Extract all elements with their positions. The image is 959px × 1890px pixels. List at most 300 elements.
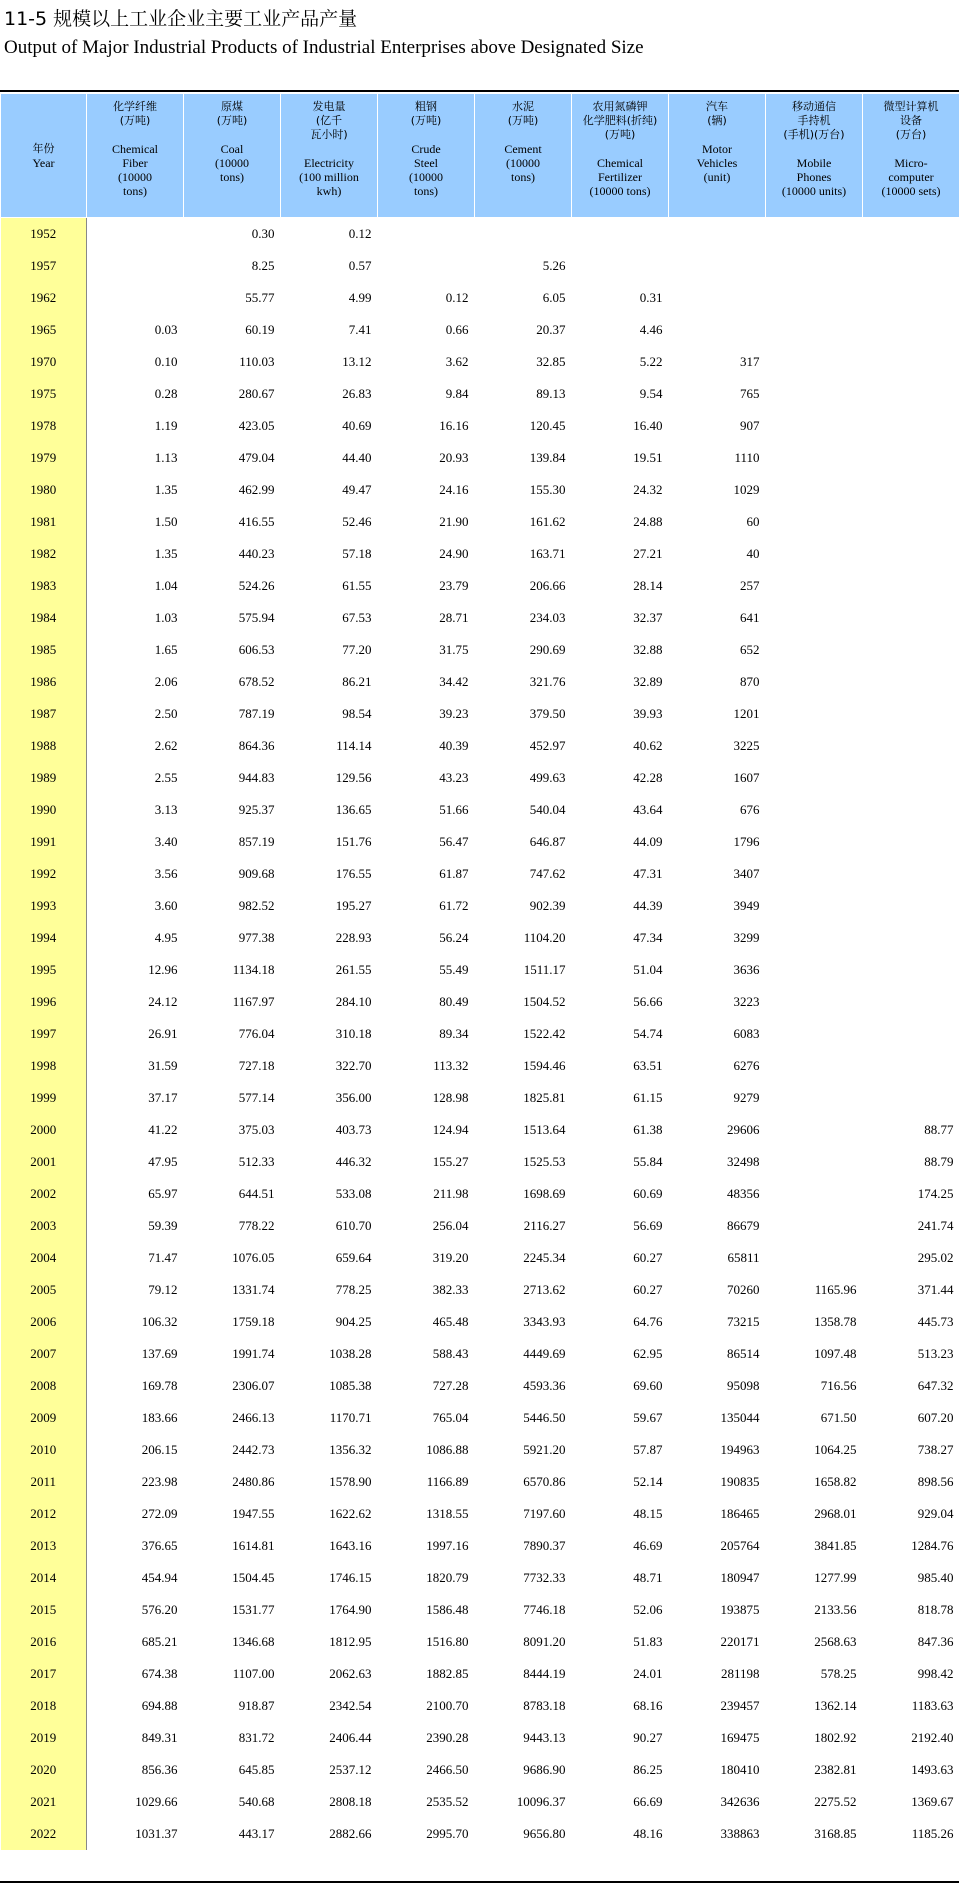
value-cell: 1029 (733, 482, 760, 497)
table-row (1, 506, 959, 538)
value-cell (475, 218, 572, 251)
column-header-chinese: 微型计算机 设备 (万台) (883, 100, 939, 141)
value-cell: 32.37 (633, 610, 663, 625)
year-cell: 1996 (1, 986, 87, 1018)
column-header (669, 94, 766, 218)
value-cell (87, 282, 184, 314)
value-cell: 9443.13 (523, 1730, 566, 1745)
value-cell: 847.36 (917, 1634, 954, 1649)
value-cell: 239457 (720, 1698, 760, 1713)
value-cell: 371.44 (917, 1282, 954, 1297)
value-cell (572, 250, 669, 282)
value-cell: 59.39 (148, 1218, 178, 1233)
value-cell: 295.02 (917, 1250, 954, 1265)
table-row (1, 1338, 959, 1370)
value-cell: 2.55 (154, 770, 178, 785)
value-cell: 73215 (727, 1314, 760, 1329)
value-cell: 284.10 (335, 994, 372, 1009)
value-cell: 3225 (733, 738, 760, 753)
value-cell (669, 250, 766, 282)
value-cell: 2568.63 (814, 1634, 857, 1649)
year-cell: 1999 (1, 1082, 87, 1114)
value-cell: 32.85 (536, 354, 566, 369)
value-cell: 5.26 (542, 258, 566, 273)
value-cell: 2306.07 (232, 1378, 275, 1393)
value-cell: 57.18 (342, 546, 372, 561)
value-cell: 6570.86 (523, 1474, 566, 1489)
value-cell: 727.28 (432, 1378, 469, 1393)
value-cell: 3.13 (154, 802, 178, 817)
value-cell (863, 922, 959, 954)
table-row (1, 1498, 959, 1530)
value-cell: 403.73 (335, 1122, 372, 1137)
value-cell: 110.03 (239, 354, 275, 369)
value-cell: 671.50 (820, 1410, 857, 1425)
value-cell: 52.14 (633, 1474, 663, 1489)
table-row (1, 282, 959, 314)
value-cell: 180947 (720, 1570, 760, 1585)
value-cell: 1097.48 (814, 1346, 857, 1361)
value-cell: 870 (740, 674, 760, 689)
value-cell: 3.60 (154, 898, 178, 913)
value-cell: 56.47 (439, 834, 469, 849)
value-cell: 60.27 (633, 1250, 663, 1265)
value-cell: 1504.52 (523, 994, 566, 1009)
value-cell: 44.40 (342, 450, 372, 465)
value-cell: 205764 (720, 1538, 760, 1553)
value-cell: 1578.90 (329, 1474, 372, 1489)
value-cell: 1643.16 (329, 1538, 372, 1553)
value-cell (766, 506, 863, 538)
value-cell: 272.09 (141, 1506, 178, 1521)
value-cell: 982.52 (238, 898, 275, 913)
value-cell (863, 698, 959, 730)
value-cell: 1493.63 (911, 1762, 954, 1777)
value-cell: 317 (740, 354, 760, 369)
value-cell (863, 1018, 959, 1050)
value-cell: 375.03 (238, 1122, 275, 1137)
value-cell (766, 794, 863, 826)
column-header-chinese: 农用氮磷钾 化学肥料(折纯) (万吨) (582, 100, 658, 141)
value-cell: 977.38 (238, 930, 275, 945)
year-cell: 1970 (1, 346, 87, 378)
value-cell: 440.23 (238, 546, 275, 561)
value-cell: 31.75 (439, 642, 469, 657)
value-cell: 454.94 (141, 1570, 178, 1585)
value-cell (766, 1178, 863, 1210)
value-cell: 52.06 (633, 1602, 663, 1617)
value-cell: 1504.45 (232, 1570, 275, 1585)
value-cell: 1038.28 (329, 1346, 372, 1361)
value-cell: 6083 (733, 1026, 760, 1041)
value-cell: 1031.37 (135, 1826, 178, 1841)
value-cell: 24.90 (439, 546, 469, 561)
value-cell: 644.51 (238, 1186, 275, 1201)
value-cell: 6.05 (542, 290, 566, 305)
value-cell (863, 250, 959, 282)
value-cell (863, 474, 959, 506)
table-row (1, 602, 959, 634)
value-cell: 69.60 (633, 1378, 663, 1393)
column-header-english: Year (32, 155, 55, 170)
value-cell: 135044 (720, 1410, 760, 1425)
value-cell: 139.84 (529, 450, 566, 465)
value-cell: 1.03 (154, 610, 178, 625)
value-cell: 1104.20 (523, 930, 566, 945)
table-row (1, 1082, 959, 1114)
value-cell: 39.93 (633, 706, 663, 721)
table-body (1, 218, 959, 1851)
table-row (1, 474, 959, 506)
table-row (1, 1658, 959, 1690)
table-row (1, 666, 959, 698)
value-cell: 319.20 (432, 1250, 469, 1265)
value-cell (863, 346, 959, 378)
value-cell: 716.56 (820, 1378, 857, 1393)
value-cell: 40.69 (342, 418, 372, 433)
column-header-chinese: 化学纤维 (万吨) (113, 100, 157, 127)
product-output-table (0, 93, 959, 1850)
value-cell: 114.14 (336, 738, 372, 753)
table-row (1, 1306, 959, 1338)
value-cell (766, 634, 863, 666)
value-cell: 223.98 (141, 1474, 178, 1489)
value-cell: 16.16 (439, 418, 469, 433)
value-cell: 155.27 (432, 1154, 469, 1169)
value-cell: 1284.76 (911, 1538, 954, 1553)
value-cell: 40.62 (633, 738, 663, 753)
value-cell (863, 282, 959, 314)
value-cell: 180410 (720, 1762, 760, 1777)
value-cell: 29606 (727, 1122, 760, 1137)
value-cell: 67.53 (342, 610, 372, 625)
value-cell: 186465 (720, 1506, 760, 1521)
value-cell: 2.62 (154, 738, 178, 753)
table-row (1, 1402, 959, 1434)
table-row (1, 1786, 959, 1818)
value-cell: 1362.14 (814, 1698, 857, 1713)
table-row (1, 730, 959, 762)
year-cell: 1992 (1, 858, 87, 890)
value-cell: 80.49 (439, 994, 469, 1009)
value-cell: 151.76 (335, 834, 372, 849)
year-cell: 2019 (1, 1722, 87, 1754)
table-row (1, 1210, 959, 1242)
year-cell: 1978 (1, 410, 87, 442)
value-cell: 129.56 (335, 770, 372, 785)
value-cell: 44.39 (633, 898, 663, 913)
column-header-english: Coal (10000 tons) (215, 142, 249, 184)
value-cell: 23.79 (439, 578, 469, 593)
value-cell: 1947.55 (232, 1506, 275, 1521)
column-header-english: Motor Vehicles (unit) (696, 142, 738, 184)
column-header (766, 94, 863, 218)
value-cell: 3299 (733, 930, 760, 945)
value-cell: 61.15 (633, 1090, 663, 1105)
value-cell: 5921.20 (523, 1442, 566, 1457)
year-cell: 1985 (1, 634, 87, 666)
table-row (1, 538, 959, 570)
value-cell: 20.93 (439, 450, 469, 465)
value-cell: 48.71 (633, 1570, 663, 1585)
table-row (1, 1018, 959, 1050)
value-cell (378, 250, 475, 282)
value-cell: 1064.25 (814, 1442, 857, 1457)
value-cell: 902.39 (529, 898, 566, 913)
value-cell: 4.99 (348, 290, 372, 305)
table-row (1, 954, 959, 986)
value-cell: 42.28 (633, 770, 663, 785)
value-cell: 113.32 (433, 1058, 469, 1073)
value-cell: 778.22 (238, 1218, 275, 1233)
value-cell: 4.95 (154, 930, 178, 945)
value-cell (669, 314, 766, 346)
value-cell: 280.67 (238, 386, 275, 401)
value-cell: 1511.17 (523, 962, 566, 977)
year-cell: 1975 (1, 378, 87, 410)
value-cell: 228.93 (335, 930, 372, 945)
value-cell: 2406.44 (329, 1730, 372, 1745)
value-cell (766, 730, 863, 762)
value-cell: 32.89 (633, 674, 663, 689)
table-row (1, 410, 959, 442)
value-cell: 2442.73 (232, 1442, 275, 1457)
value-cell: 124.94 (432, 1122, 469, 1137)
year-cell: 2022 (1, 1818, 87, 1850)
value-cell: 322.70 (335, 1058, 372, 1073)
value-cell: 2382.81 (814, 1762, 857, 1777)
value-cell: 9656.80 (523, 1826, 566, 1841)
value-cell: 443.17 (238, 1826, 275, 1841)
top-rule (0, 90, 959, 92)
value-cell: 1369.67 (911, 1794, 954, 1809)
value-cell: 857.19 (238, 834, 275, 849)
value-cell: 120.45 (529, 418, 566, 433)
value-cell: 90.27 (633, 1730, 663, 1745)
value-cell: 43.64 (633, 802, 663, 817)
value-cell: 1086.88 (426, 1442, 469, 1457)
value-cell: 1796 (733, 834, 760, 849)
table-row (1, 1722, 959, 1754)
value-cell: 46.69 (633, 1538, 663, 1553)
value-cell: 898.56 (917, 1474, 954, 1489)
value-cell: 1358.78 (814, 1314, 857, 1329)
value-cell: 37.17 (148, 1090, 178, 1105)
value-cell: 446.32 (335, 1154, 372, 1169)
value-cell: 576.20 (141, 1602, 178, 1617)
value-cell: 747.62 (529, 866, 566, 881)
value-cell: 1201 (733, 706, 760, 721)
value-cell: 7732.33 (523, 1570, 566, 1585)
value-cell: 1525.53 (523, 1154, 566, 1169)
value-cell: 1698.69 (523, 1186, 566, 1201)
value-cell: 64.76 (633, 1314, 663, 1329)
column-header-english: Chemical Fertilizer (10000 tons) (589, 156, 651, 198)
table-row (1, 570, 959, 602)
value-cell: 77.20 (342, 642, 372, 657)
value-cell: 641 (740, 610, 760, 625)
value-cell: 174.25 (917, 1186, 954, 1201)
value-cell (863, 442, 959, 474)
column-header-chinese: 原煤 (万吨) (216, 100, 248, 127)
value-cell: 1076.05 (232, 1250, 275, 1265)
value-cell: 577.14 (238, 1090, 275, 1105)
value-cell: 356.00 (335, 1090, 372, 1105)
value-cell: 190835 (720, 1474, 760, 1489)
column-header (863, 94, 959, 218)
value-cell: 1107.00 (232, 1666, 275, 1681)
value-cell: 646.87 (529, 834, 566, 849)
year-cell: 2005 (1, 1274, 87, 1306)
value-cell: 1531.77 (232, 1602, 275, 1617)
year-cell: 1979 (1, 442, 87, 474)
value-cell: 1759.18 (232, 1314, 275, 1329)
value-cell: 6276 (733, 1058, 760, 1073)
table-row (1, 378, 959, 410)
table-row (1, 1114, 959, 1146)
value-cell: 47.95 (148, 1154, 178, 1169)
column-header-english: Chemical Fiber (10000 tons) (112, 142, 158, 198)
value-cell: 2062.63 (329, 1666, 372, 1681)
value-cell: 86514 (727, 1346, 760, 1361)
value-cell: 27.21 (633, 546, 663, 561)
value-cell: 59.67 (633, 1410, 663, 1425)
value-cell (863, 794, 959, 826)
page-title-chinese: 11-5 规模以上工业企业主要工业产品产量 (4, 8, 358, 30)
value-cell: 2466.50 (426, 1762, 469, 1777)
value-cell (766, 1050, 863, 1082)
value-cell: 0.03 (154, 322, 178, 337)
value-cell: 256.04 (432, 1218, 469, 1233)
value-cell: 659.64 (335, 1250, 372, 1265)
value-cell (766, 826, 863, 858)
value-cell: 2342.54 (329, 1698, 372, 1713)
value-cell: 194963 (720, 1442, 760, 1457)
value-cell: 1.65 (154, 642, 178, 657)
value-cell: 338863 (720, 1826, 760, 1841)
value-cell: 211.98 (433, 1186, 469, 1201)
value-cell: 1110 (734, 450, 760, 465)
value-cell: 8444.19 (523, 1666, 566, 1681)
value-cell: 220171 (720, 1634, 760, 1649)
column-header (184, 94, 281, 218)
year-cell: 2009 (1, 1402, 87, 1434)
value-cell: 452.97 (529, 738, 566, 753)
value-cell (766, 218, 863, 251)
value-cell: 60.69 (633, 1186, 663, 1201)
value-cell: 2192.40 (911, 1730, 954, 1745)
value-cell: 944.83 (238, 770, 275, 785)
value-cell (863, 570, 959, 602)
value-cell: 241.74 (917, 1218, 954, 1233)
value-cell: 7.41 (348, 322, 372, 337)
year-cell: 1957 (1, 250, 87, 282)
year-cell: 2004 (1, 1242, 87, 1274)
table-row (1, 634, 959, 666)
value-cell: 513.23 (917, 1346, 954, 1361)
value-cell: 0.12 (445, 290, 469, 305)
year-cell: 1987 (1, 698, 87, 730)
column-header-chinese: 水泥 (万吨) (507, 100, 539, 127)
table-row (1, 1754, 959, 1786)
year-cell: 1980 (1, 474, 87, 506)
value-cell: 2537.12 (329, 1762, 372, 1777)
value-cell: 856.36 (141, 1762, 178, 1777)
value-cell: 3168.85 (814, 1826, 857, 1841)
value-cell: 1.50 (154, 514, 178, 529)
value-cell: 5446.50 (523, 1410, 566, 1425)
value-cell: 70260 (727, 1282, 760, 1297)
value-cell: 31.59 (148, 1058, 178, 1073)
value-cell: 2713.62 (523, 1282, 566, 1297)
bottom-rule (0, 1881, 959, 1883)
value-cell: 65811 (727, 1250, 760, 1265)
value-cell: 765 (740, 386, 760, 401)
year-cell: 2013 (1, 1530, 87, 1562)
value-cell (766, 538, 863, 570)
value-cell: 0.66 (445, 322, 469, 337)
value-cell: 499.63 (529, 770, 566, 785)
value-cell: 176.55 (335, 866, 372, 881)
value-cell: 28.14 (633, 578, 663, 593)
year-cell: 1990 (1, 794, 87, 826)
value-cell: 1.19 (154, 418, 178, 433)
value-cell (863, 1082, 959, 1114)
value-cell (766, 474, 863, 506)
value-cell: 95098 (727, 1378, 760, 1393)
value-cell: 9.84 (445, 386, 469, 401)
year-cell: 2010 (1, 1434, 87, 1466)
value-cell: 106.32 (141, 1314, 178, 1329)
year-cell: 1998 (1, 1050, 87, 1082)
value-cell: 925.37 (238, 802, 275, 817)
year-cell: 2003 (1, 1210, 87, 1242)
value-cell (863, 858, 959, 890)
column-header-english: Micro- computer (10000 sets) (881, 156, 941, 198)
value-cell: 2275.52 (814, 1794, 857, 1809)
year-cell: 2006 (1, 1306, 87, 1338)
value-cell: 1166.89 (426, 1474, 469, 1489)
value-cell: 0.28 (154, 386, 178, 401)
value-cell: 55.49 (439, 962, 469, 977)
value-cell: 678.52 (238, 674, 275, 689)
value-cell: 48.15 (633, 1506, 663, 1521)
value-cell: 8091.20 (523, 1634, 566, 1649)
value-cell: 137.69 (141, 1346, 178, 1361)
value-cell (863, 378, 959, 410)
value-cell: 48.16 (633, 1826, 663, 1841)
value-cell: 465.48 (432, 1314, 469, 1329)
value-cell: 206.15 (141, 1442, 178, 1457)
value-cell: 1594.46 (523, 1058, 566, 1073)
year-cell: 2015 (1, 1594, 87, 1626)
value-cell: 1802.92 (814, 1730, 857, 1745)
value-cell (766, 346, 863, 378)
value-cell (669, 218, 766, 251)
value-cell: 3949 (733, 898, 760, 913)
year-cell: 1991 (1, 826, 87, 858)
value-cell: 136.65 (335, 802, 372, 817)
value-cell: 4449.69 (523, 1346, 566, 1361)
value-cell: 86.21 (342, 674, 372, 689)
value-cell: 86679 (727, 1218, 760, 1233)
value-cell: 3.56 (154, 866, 178, 881)
value-cell: 56.66 (633, 994, 663, 1009)
year-cell: 2016 (1, 1626, 87, 1658)
table-row (1, 698, 959, 730)
value-cell: 765.04 (432, 1410, 469, 1425)
value-cell: 1812.95 (329, 1634, 372, 1649)
